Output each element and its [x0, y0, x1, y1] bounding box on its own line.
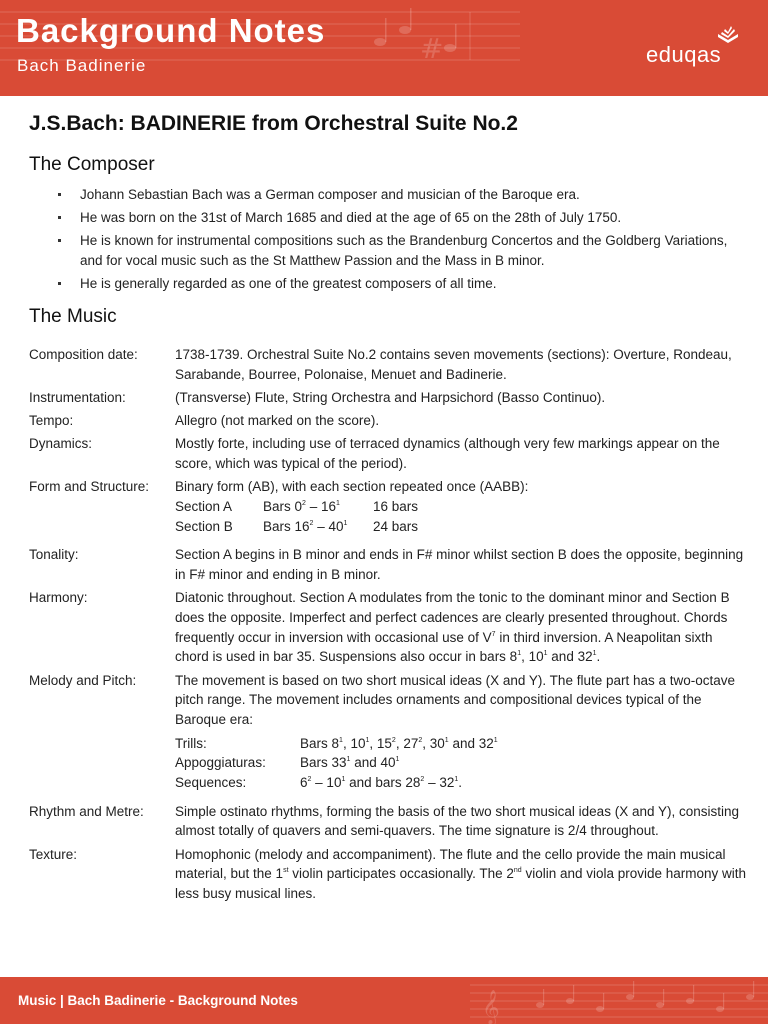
- tempo-text: Allegro (not marked on the score).: [175, 413, 380, 429]
- instrumentation-label: Instrumentation:: [29, 389, 126, 405]
- table-row: [29, 388, 749, 411]
- sequences-value: $6^2 - 10^1$ and bars $28^2 - 32^1$.: [300, 775, 463, 791]
- rhythm-label: Rhythm and Metre:: [29, 803, 144, 819]
- logo-text: eduqas: [646, 42, 722, 67]
- section-a-count: 16 bars: [373, 498, 419, 514]
- section-a-bars: Bars $0^2 - 16^1$: [263, 498, 340, 514]
- music-heading: The Music: [29, 306, 117, 327]
- table-row: [29, 345, 749, 388]
- form-cell: [175, 477, 749, 545]
- tempo-label: Tempo:: [29, 413, 74, 429]
- form-text: Binary form (AB), with each section repeated once (AABB):: [175, 479, 529, 495]
- list-item: He is known for instrumental compositions such as the Brandenburg Concertos and the Goldberg Variations, and for vocal music such as the St Matthew Passion and the Mass in B minor.: [56, 231, 746, 270]
- section-a-row: [175, 497, 749, 517]
- music-details-table: [29, 345, 749, 907]
- book-icon: [716, 26, 740, 46]
- rhythm-text: Simple ostinato rhythms, forming the basis of the two short musical ideas (X and Y), consisting almost totally of quavers and semi-quavers. The time signature is 2/4 throughout.: [175, 803, 740, 839]
- table-row: [29, 411, 749, 434]
- devices-list: [175, 734, 749, 793]
- tonality-label: Tonality:: [29, 547, 79, 563]
- list-item: He is generally regarded as one of the greatest composers of all time.: [56, 274, 746, 294]
- composer-list: [56, 185, 746, 297]
- section-b-bars: Bars $16^2 - 40^1$: [263, 518, 348, 534]
- trills-value: Bars $8^1$, $10^1$, $15^2$, $27^2$, $30^1$ and $32^1$: [300, 735, 498, 751]
- section-b-name: Section B: [175, 518, 233, 534]
- appoggiaturas-row: [175, 753, 749, 773]
- melody-label: Melody and Pitch:: [29, 672, 137, 688]
- table-row: [29, 477, 749, 545]
- composition-label: Composition date:: [29, 347, 138, 362]
- sequences-label: Sequences:: [175, 775, 247, 791]
- svg-text:𝄞: 𝄞: [482, 990, 500, 1024]
- instrumentation-text: (Transverse) Flute, String Orchestra and Harpsichord (Basso Continuo).: [175, 389, 606, 405]
- table-row: [29, 588, 749, 670]
- table-row: [29, 434, 749, 477]
- form-label: Form and Structure:: [29, 479, 150, 495]
- tonality-text: Section A begins in B minor and ends in F# minor whilst section B does the opposite, beginning in F# minor and ending in B minor.: [175, 547, 744, 583]
- table-row: [29, 802, 749, 845]
- appoggiaturas-label: Appoggiaturas:: [175, 755, 266, 771]
- sequences-row: [175, 773, 749, 793]
- section-b-row: [175, 517, 749, 537]
- header-subtitle: Bach Badinerie: [17, 56, 147, 75]
- header-title: Background Notes: [16, 12, 326, 49]
- texture-text: Homophonic (melody and accompaniment). The flute and the cello provide the main musical material, but the 1st violin participates occasionally. The 2nd violin and viola provide harmony with less busy musical lines.: [175, 846, 747, 902]
- harmony-label: Harmony:: [29, 590, 88, 606]
- trills-row: [175, 734, 749, 754]
- list-item: He was born on the 31st of March 1685 and died at the age of 65 on the 28th of July 1750.: [56, 208, 746, 228]
- svg-text:#: #: [420, 32, 444, 65]
- dynamics-label: Dynamics:: [29, 436, 93, 452]
- music-staff-decoration: [470, 977, 768, 1024]
- list-item: Johann Sebastian Bach was a German composer and musician of the Baroque era.: [56, 185, 746, 205]
- footer-text: Music | Bach Badinerie - Background Notes: [18, 993, 298, 1008]
- main-title: J.S.Bach: BADINERIE from Orchestral Suite No.2: [29, 112, 518, 135]
- table-row: [29, 545, 749, 588]
- table-row: [29, 845, 749, 908]
- melody-cell: [175, 671, 749, 802]
- table-row: [29, 671, 749, 802]
- appoggiaturas-value: Bars $33^1$ and $40^1$: [300, 755, 400, 771]
- page-footer: [0, 977, 768, 1024]
- section-a-name: Section A: [175, 498, 233, 514]
- composition-text: 1738-1739. Orchestral Suite No.2 contains seven movements (sections): Overture, Rondeau, Sarabande, Bourree, Polonaise, Menuet and Badinerie.: [175, 347, 732, 382]
- section-b-count: 24 bars: [373, 518, 419, 534]
- page-header: [0, 0, 768, 96]
- melody-text: The movement is based on two short musical ideas (X and Y). The flute part has a two-octave pitch range. The movement includes ornaments and compositional devices typical of the Baroque era:: [175, 672, 736, 727]
- trills-label: Trills:: [175, 735, 207, 751]
- harmony-text: Diatonic throughout. Section A modulates from the tonic to the dominant minor and Section B does the opposite. Imperfect and perfect cadences are clearly presented throughout. Chords frequently occur in inversion with occasional use of $V^7$ in third inversion. A Neapolitan sixth chord is used in bar 35. Suspensions also occur in bars $8^1$, $10^1$ and $32^1$.: [175, 590, 730, 665]
- dynamics-text: Mostly forte, including use of terraced dynamics (although very few markings appear on the score, which was typical of the period).: [175, 436, 720, 472]
- composer-heading: The Composer: [29, 154, 155, 175]
- texture-label: Texture:: [29, 846, 78, 862]
